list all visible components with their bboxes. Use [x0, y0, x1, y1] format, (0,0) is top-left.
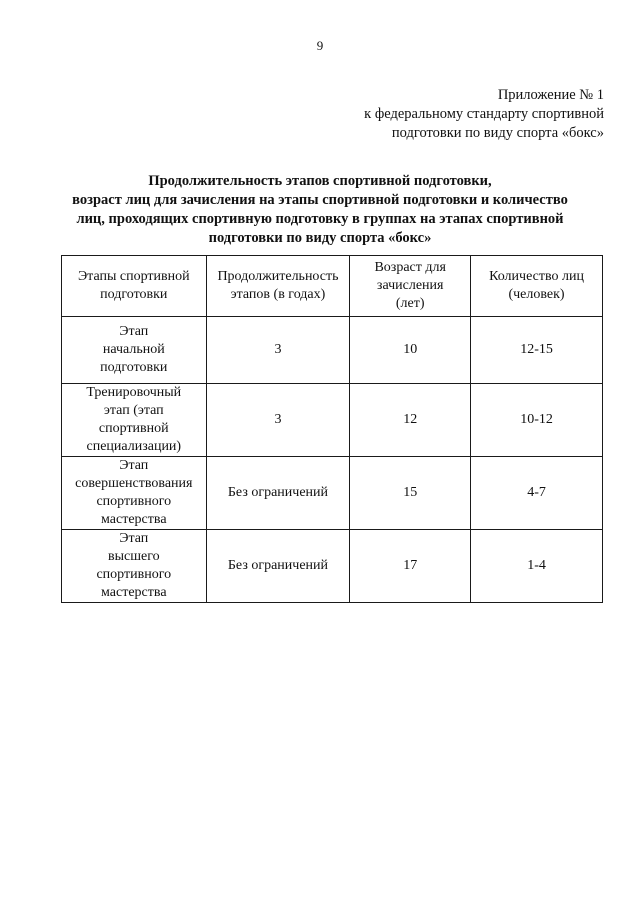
stage-cell: Этап высшего спортивного мастерства: [62, 530, 207, 603]
age-cell: 15: [350, 457, 471, 530]
age-cell: 12: [350, 384, 471, 457]
title-line: возраст лиц для зачисления на этапы спортивной подготовки и количество: [72, 192, 568, 208]
header-duration: Продолжительность этапов (в годах): [206, 256, 350, 317]
training-stages-table: [61, 255, 603, 603]
title-line: Продолжительность этапов спортивной подготовки,: [148, 173, 492, 189]
document-title: [40, 172, 600, 248]
stage-cell: Этап начальной подготовки: [62, 317, 207, 384]
table-row: [62, 317, 603, 384]
table-row: [62, 530, 603, 603]
duration-cell: 3: [206, 317, 350, 384]
appendix-line: подготовки по виду спорта «бокс»: [391, 125, 604, 141]
count-cell: 10-12: [471, 384, 603, 457]
table-row: [62, 384, 603, 457]
count-cell: 12-15: [471, 317, 603, 384]
appendix-line: Приложение № 1: [497, 87, 604, 103]
age-cell: 17: [350, 530, 471, 603]
duration-cell: Без ограничений: [206, 530, 350, 603]
title-line: подготовки по виду спорта «бокс»: [208, 230, 432, 246]
duration-cell: Без ограничений: [206, 457, 350, 530]
header-age: Возраст для зачисления (лет): [350, 256, 471, 317]
count-cell: 4-7: [471, 457, 603, 530]
header-count: Количество лиц (человек): [471, 256, 603, 317]
appendix-reference: [364, 86, 604, 143]
stage-cell: Тренировочный этап (этап спортивной специализации): [62, 384, 207, 457]
page-number: 9: [316, 38, 324, 53]
count-cell: 1-4: [471, 530, 603, 603]
appendix-line: к федеральному стандарту спортивной: [364, 106, 604, 122]
title-line: лиц, проходящих спортивную подготовку в группах на этапах спортивной: [76, 211, 564, 227]
table-header-row: [62, 256, 603, 317]
duration-cell: 3: [206, 384, 350, 457]
header-stages: Этапы спортивной подготовки: [62, 256, 207, 317]
table-row: [62, 457, 603, 530]
stage-cell: Этап совершенствования спортивного мастерства: [62, 457, 207, 530]
age-cell: 10: [350, 317, 471, 384]
